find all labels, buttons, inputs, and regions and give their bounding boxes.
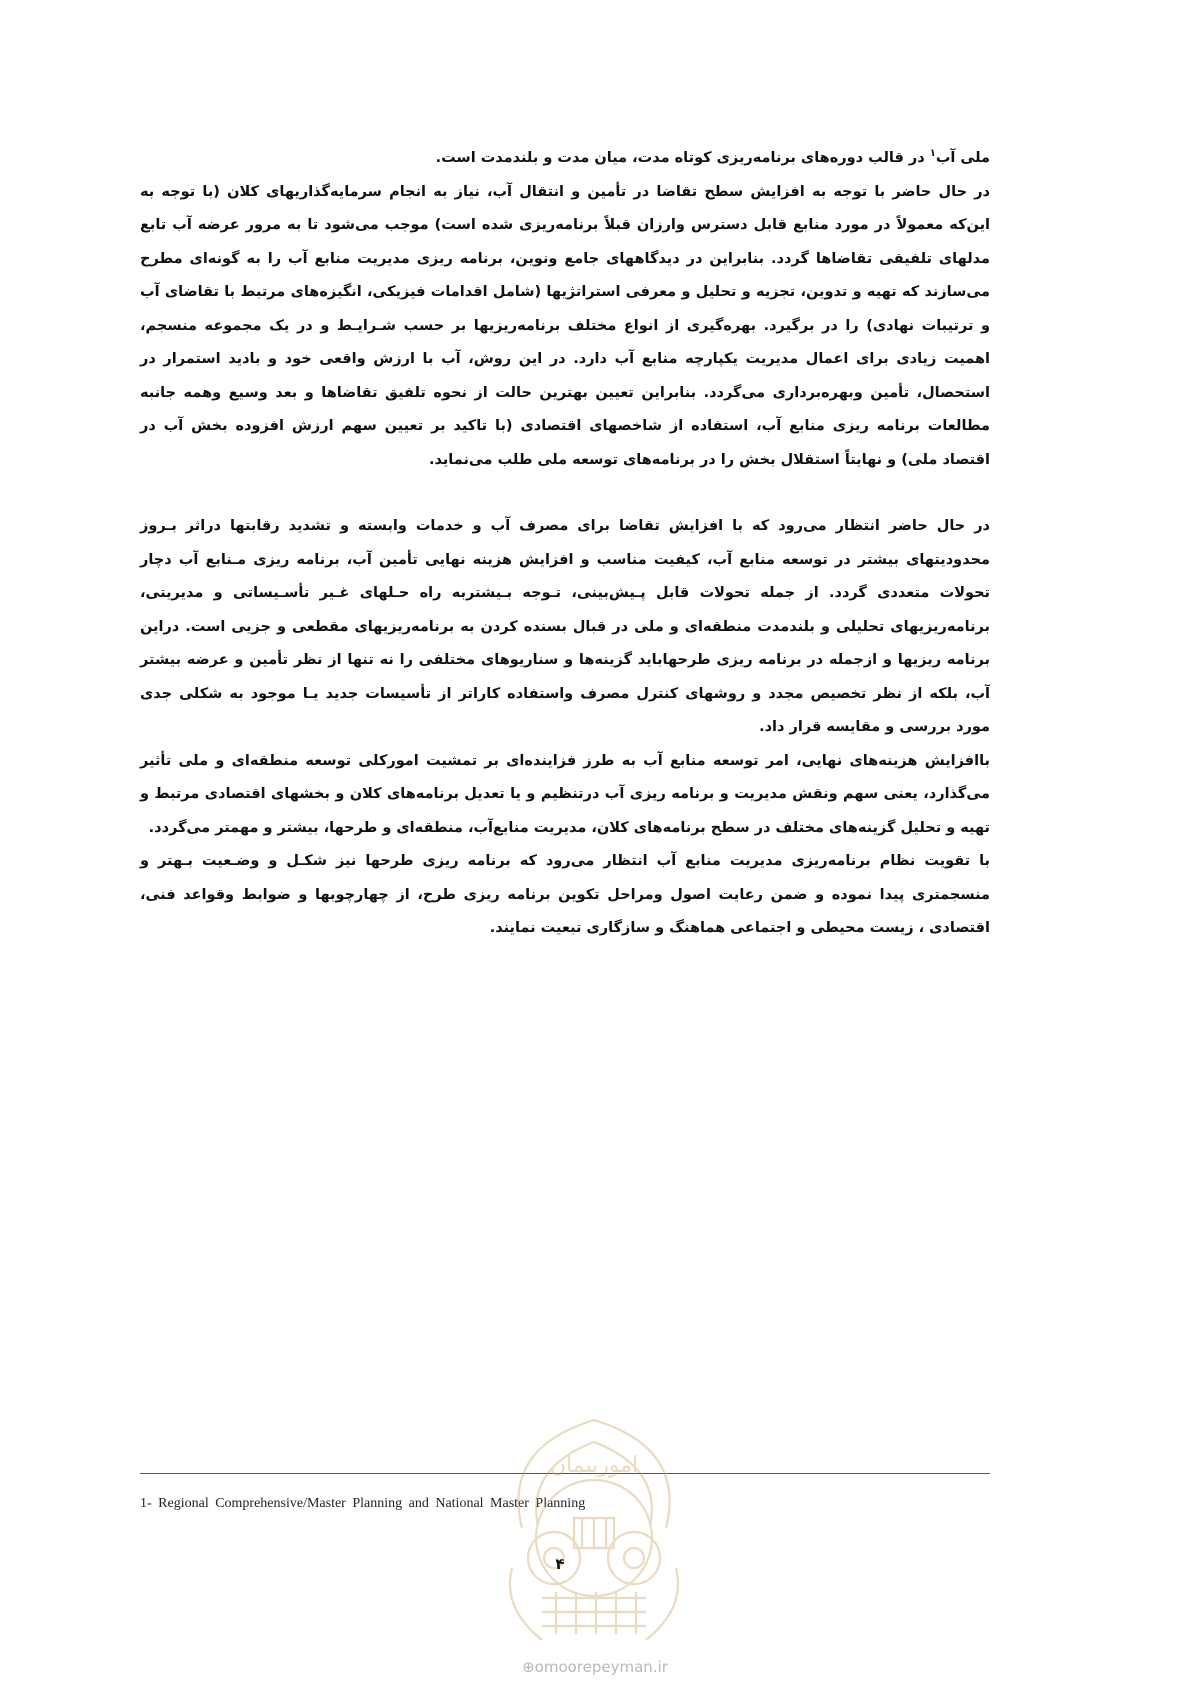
- paragraph-5: با تقویت نظام برنامه‌ریزی مدیریت منابع آب انتظار می‌رود که برنامه ریزی طرحها نیز شکـل و وضـعیت بـهتر و منسجمتری پیدا نموده و ضمن رعایت اصول ومراحل تکوین برنامه ریزی طرح، از چهارچوبها و ضوابط وقواعد فنی، اقتصادی ، زیست محیطی و اجتماعی هماهنگ و سازگاری تبعیت نمایند.: [140, 853, 990, 936]
- watermark-url: [492, 1658, 698, 1676]
- paragraph-3: در حال حاضر انتظار می‌رود که با افزایش تقاضا برای مصرف آب و خدمات وابسته و تشدید رقابتها دراثر بـروز محدودیتهای بیشتر در توسعه منابع آب، کیفیت مناسب و افزایش هزینه نهایی تأمین آب، برنامه ریزی مـنابع آب دچار تحولات متعددی گردد. از جمله تحولات قابل پـیش‌بینی، تـوجه بـیشتربه راه حـلهای غـیر تأسـیساتی و مدیریتی، برنامه‌ریزیهای تحلیلی و بلندمدت منطقه‌ای و ملی در قبال بسنده کردن به برنامه‌ریزیهای مقطعی و جزیی است. دراین برنامه ریزیها و ازجمله در برنامه ریزی طرحهابايد گزینه‌ها و سناریوهای مختلفی را نه تنها از نظر تأمین و عرضه بیشتر آب، بلکه از نظر تخصیص مجدد و روشهای کنترل مصرف واستفاده کاراتر از تأسیسات جدید یـا موجود به شکلی جدی مورد بررسی و مقایسه قرار داد.: [140, 518, 990, 735]
- footnote-reference[interactable]: ۱: [929, 148, 936, 160]
- footnote-text: 1- Regional Comprehensive/Master Planning and National Master Planning: [140, 1496, 586, 1511]
- watermark-seal-text: امورپیمان: [549, 1453, 639, 1478]
- paragraph-1-end: در قالب دوره‌های برنامه‌ریزی کوتاه مدت، میان مدت و بلندمدت است.: [435, 150, 930, 166]
- paragraph-4: باافزایش هزینه‌های نهایی، امر توسعه منابع آب به طرز فزاینده‌ای بر تمشیت امورکلی توسعه منطقه‌ای و ملی تأثیر می‌گذارد، یعنی سهم ونقش مدیریت و برنامه ریزی آب درتنظیم و یا تعدیل برنامه‌های کلان و بخشهای اقتصادی مرتبط و تهیه و تحلیل گزینه‌های مختلف در سطح برنامه‌های کلان، مدیریت منابع‌آب، منطقه‌ای و طرحها، بیشتر و مهمتر می‌گردد.: [140, 752, 990, 836]
- paragraph-1-start: ملی آب: [935, 150, 990, 166]
- watermark-url-text: omoorepeyman.ir: [534, 1658, 668, 1676]
- paragraph-1: [140, 142, 990, 176]
- page-number: ۴: [555, 1555, 565, 1573]
- watermark-seal-icon: [482, 1408, 706, 1648]
- globe-icon: ⊕: [522, 1658, 535, 1676]
- paragraph-2: در حال حاضر با توجه به افزایش سطح تقاضا در تأمین و انتقال آب، نیاز به انجام سرمایه‌گذاریهای کلان (با توجه به این‌که معمولاً در مورد منابع قابل دسترس وارزان قبلاً برنامه‌ریزی شده است) موجب می‌شود تا به مرور عرضه آب تابع مدلهای تلفیقی تقاضاها گردد. بنابراین در دیدگاههای جامع ونوین، برنامه ریزی مدیریت منابع آب را به گونه‌ای مطرح می‌سازند که تهیه و تدوین، تجزیه و تحلیل و معرفی استراتژیها (شامل اقدامات فیزیکی، انگیزه‌های مرتبط با تقاضای آب و ترتیبات نهادی) را در برگیرد. بهره‌گیری از انواع مختلف برنامه‌ریزیها بر حسب شـرایـط و در یک مجموعه منسجم، اهمیت زیادی برای اعمال مدیریت یکپارچه منابع آب دارد. در این روش، آب با ارزش واقعی خود و بادید استمرار در استحصال، تأمین وبهره‌برداری می‌گردد. بنابراین تعیین بهترین حالت از نحوه تلفیق تقاضاها و بعد وسیع وهمه جانبه مطالعات برنامه ریزی منابع آب، استفاده از شاخصهای اقتصادی (با تاکید بر تعیین سهم ارزش افزوده بخش آب در اقتصاد ملی) و نهایتاً استقلال بخش را در برنامه‌های توسعه ملی طلب می‌نماید.: [140, 183, 990, 468]
- body-text: [140, 142, 990, 946]
- footnote-divider: [140, 1473, 990, 1474]
